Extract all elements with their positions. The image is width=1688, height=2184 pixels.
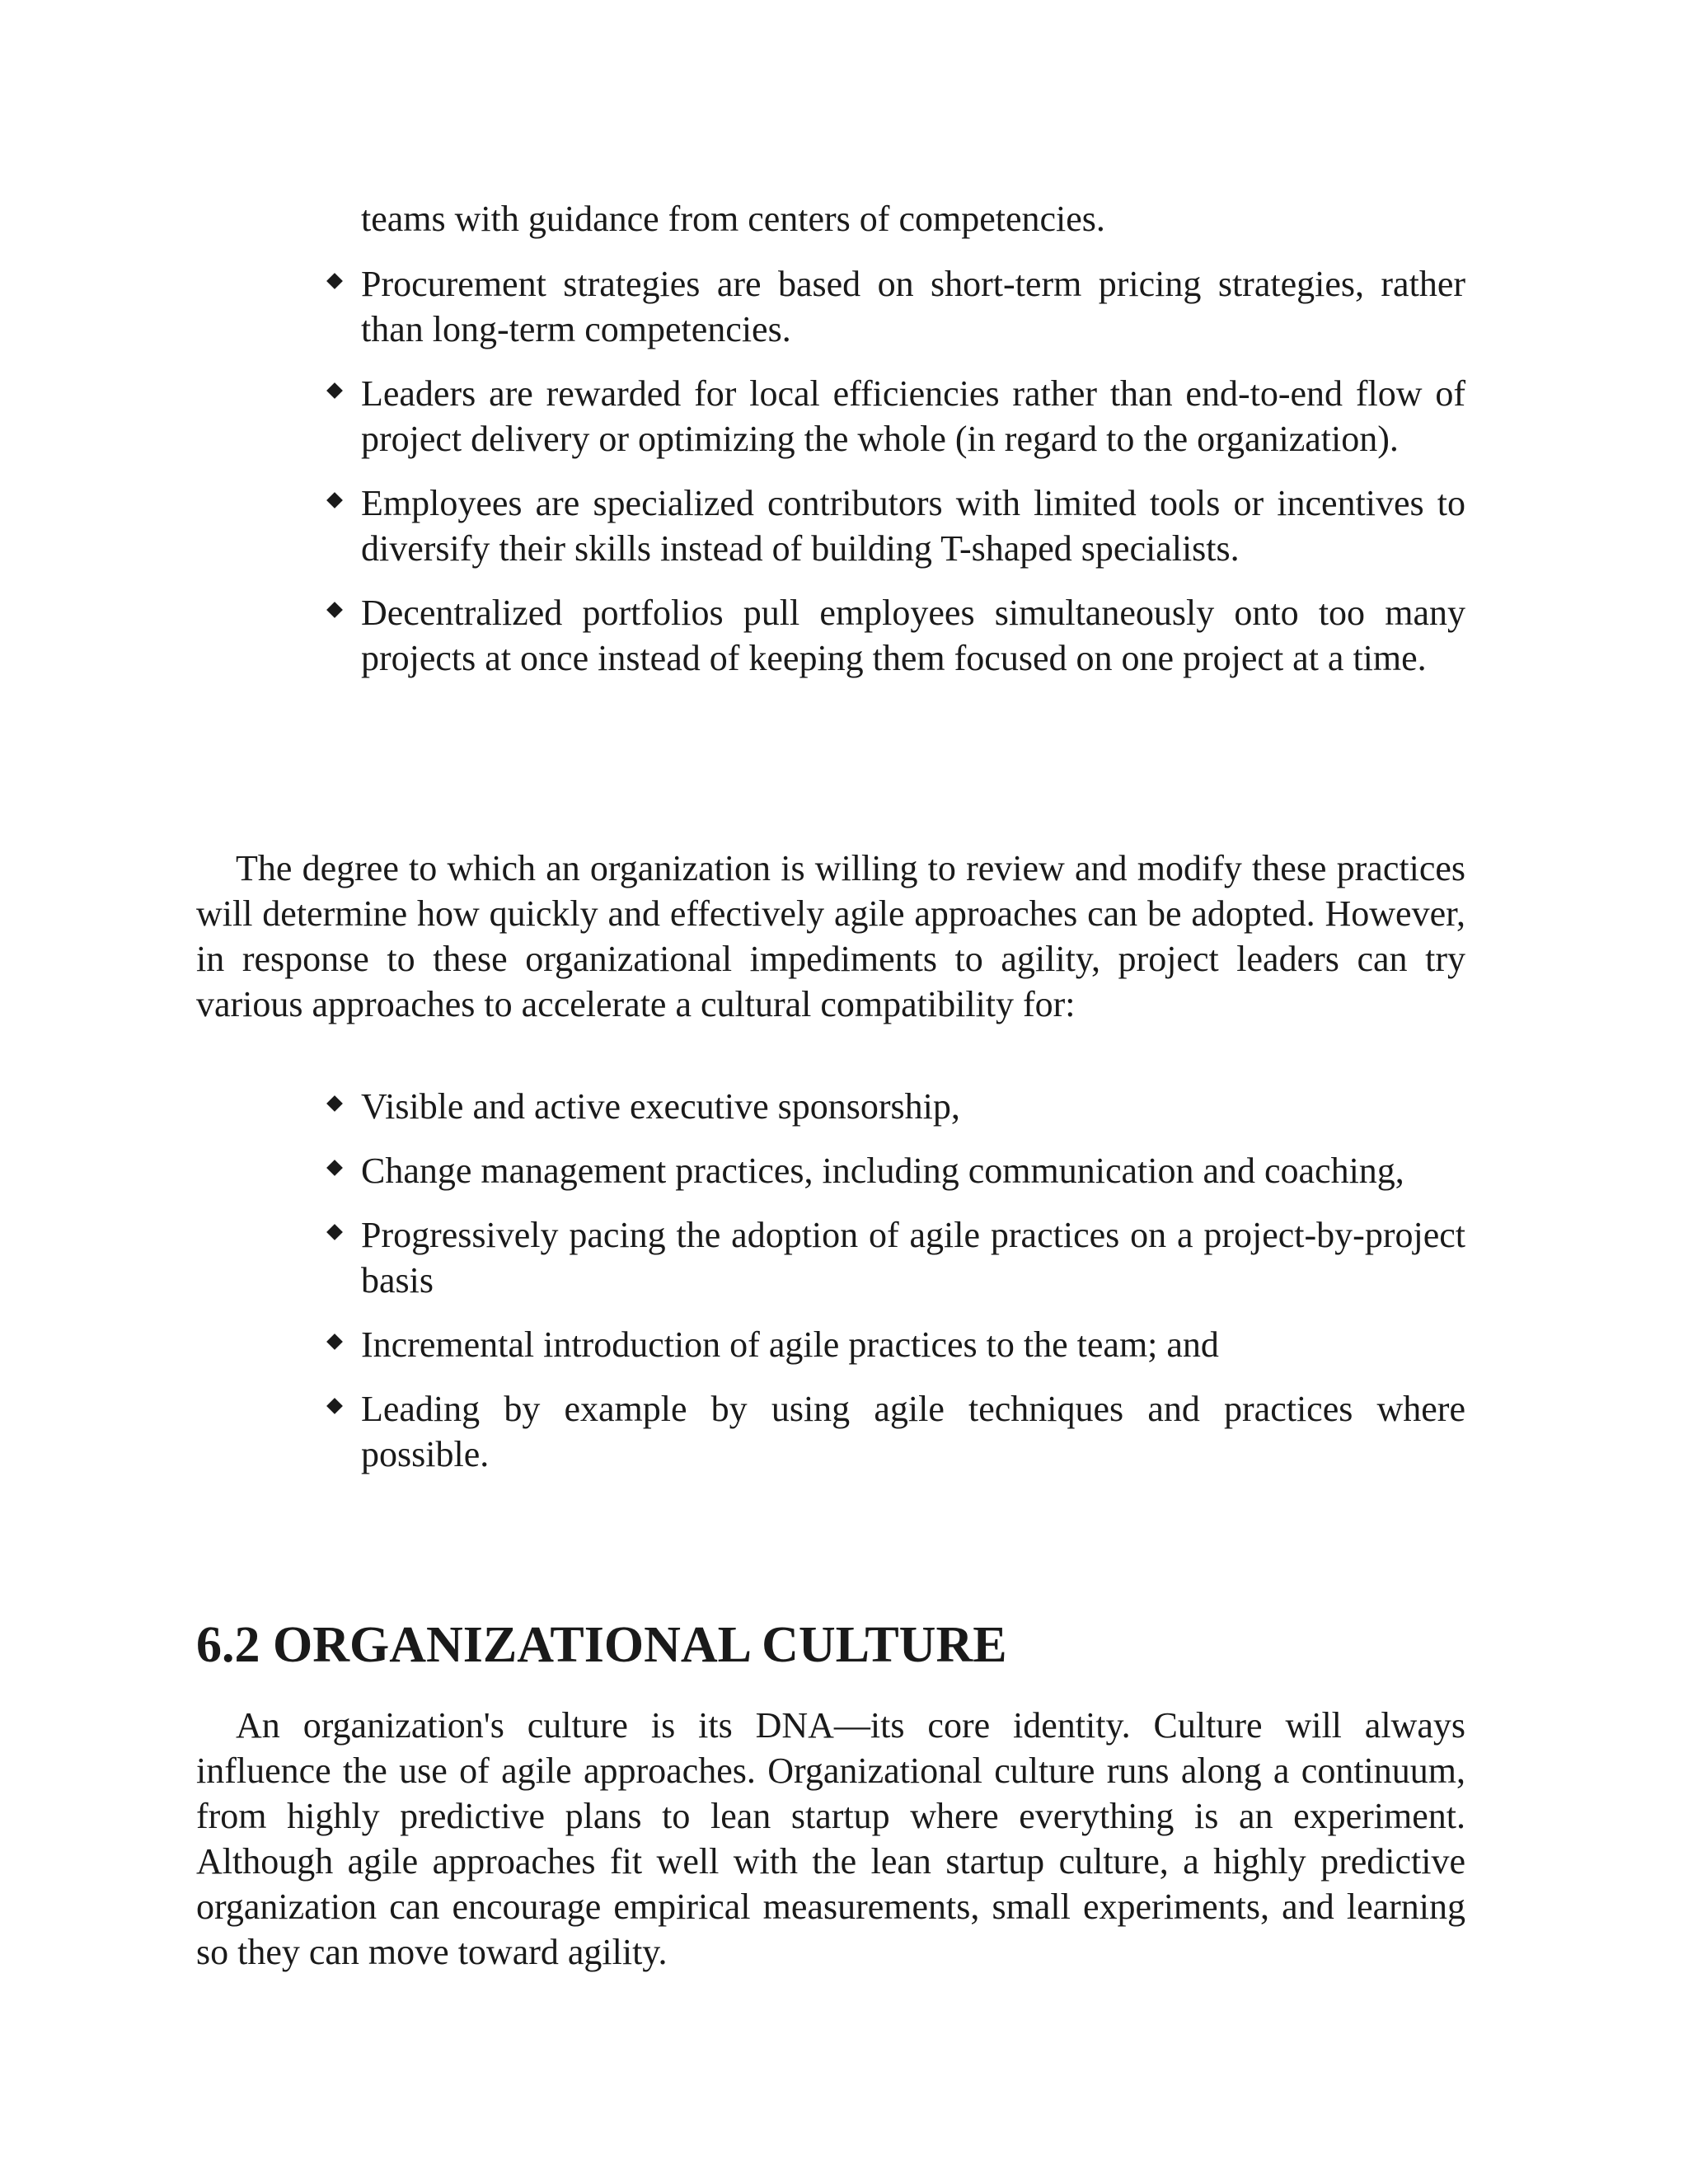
list-item-text: Incremental introduction of agile practices to the team; and — [361, 1324, 1219, 1365]
list-item — [196, 1322, 1465, 1367]
list-item-text: Change management practices, including communication and coaching, — [361, 1151, 1404, 1191]
body-paragraph: An organization's culture is its DNA—its core identity. Culture will always influence the use of agile approaches. Organizational culture runs along a continuum, from highly predictive plans to lean startup where everything is an experiment. Although agile approaches fit well with the lean startup culture, a highly predictive organization can encourage empirical measurements, small experiments, and learning so they can move toward agility. — [196, 1705, 1465, 1972]
list-item — [196, 1148, 1465, 1193]
list-item — [196, 1084, 1465, 1129]
list-item — [196, 261, 1465, 352]
list-item-text: Progressively pacing the adoption of agile practices on a project-by-project basis — [361, 1215, 1465, 1301]
list-item — [196, 1212, 1465, 1303]
list-item-text: Procurement strategies are based on short-term pricing strategies, rather than long-term competencies. — [361, 264, 1465, 349]
diamond-bullet-icon — [326, 273, 343, 289]
diamond-bullet-icon — [326, 1224, 343, 1240]
diamond-bullet-icon — [326, 382, 343, 399]
list-item — [196, 480, 1465, 571]
list-item — [196, 590, 1465, 681]
diamond-bullet-icon — [326, 1160, 343, 1176]
list-item-text: Visible and active executive sponsorship, — [361, 1086, 960, 1127]
list-item-text: Leaders are rewarded for local efficiencies rather than end-to-end flow of project delivery or optimizing the whole (in regard to the organization). — [361, 373, 1465, 459]
diamond-bullet-icon — [326, 1333, 343, 1350]
list-item — [196, 371, 1465, 462]
diamond-bullet-icon — [326, 602, 343, 618]
section-heading: 6.2 ORGANIZATIONAL CULTURE — [196, 1617, 1007, 1673]
list-item-text: Leading by example by using agile techniques and practices where possible. — [361, 1389, 1465, 1474]
diamond-bullet-icon — [326, 1095, 343, 1112]
approaches-list — [196, 1084, 1465, 1477]
list-item — [196, 1386, 1465, 1477]
list-item-text: Decentralized portfolios pull employees simultaneously onto too many projects at once instead of keeping them focused on one project at a time. — [361, 593, 1465, 678]
body-paragraph: The degree to which an organization is willing to review and modify these practices will determine how quickly and effectively agile approaches can be adopted. However, in response to these organizational impediments to agility, project leaders can try various approaches to accelerate a cultural compatibility for: — [196, 848, 1465, 1024]
diamond-bullet-icon — [326, 1398, 343, 1414]
continuation-line: teams with guidance from centers of competencies. — [361, 199, 1105, 239]
diamond-bullet-icon — [326, 492, 343, 509]
list-item-text: Employees are specialized contributors with limited tools or incentives to diversify their skills instead of building T-shaped specialists. — [361, 483, 1465, 569]
impediments-list — [196, 261, 1465, 681]
